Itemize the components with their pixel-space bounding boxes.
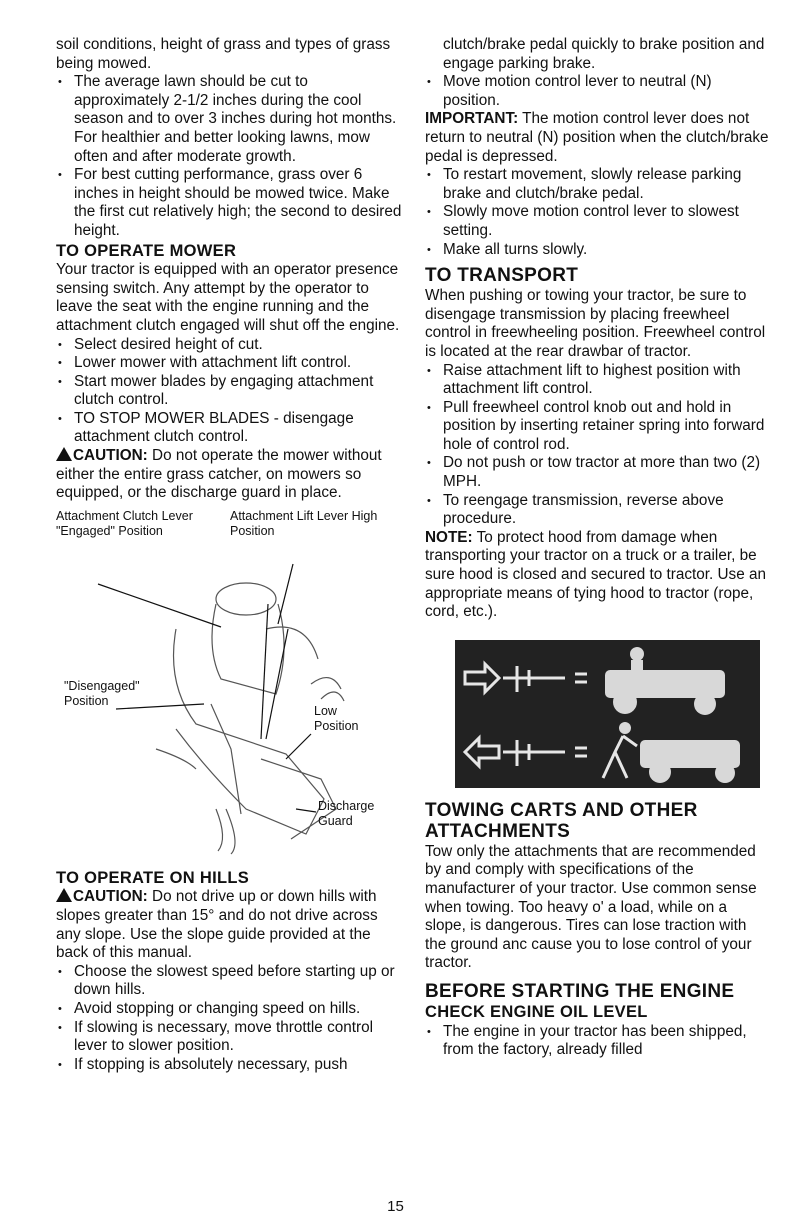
heading-operate-hills: TO OPERATE ON HILLS	[56, 868, 250, 887]
step-slow-motion: • Slowly move motion control lever to slowest setting.	[425, 203, 771, 240]
step-start-blades: • Start mower blades by engaging attachment clutch control.	[56, 373, 406, 410]
bullet-lawn-height: • The average lawn should be cut to approximately 2-1/2 inches during the cool season and to over 3 inches during hot months. For healthier and better looking lawns, mow often and after moderate growth.	[56, 73, 406, 166]
note-label: NOTE:	[425, 528, 473, 546]
label-low-position: Low Position	[314, 703, 359, 733]
transport-note	[425, 529, 771, 622]
warning-triangle-icon	[56, 888, 72, 902]
caution-label: CAUTION:	[73, 447, 148, 465]
operate-paragraph: Your tractor is equipped with an operator presence sensing switch. Any attempt by the operator to leave the seat with the engine running and the attachment clutch engaged will shut off the engine.	[56, 261, 400, 334]
transport-paragraph: When pushing or towing your tractor, be sure to disengage transmission by placing freewheel control in freewheeling position. Freewheel control is located at the rear drawbar of tractor.	[425, 287, 766, 360]
transport-step-speed: • Do not push or tow tractor at more than two (2) MPH.	[425, 454, 771, 491]
intro-text: soil conditions, height of grass and types of grass being mowed.	[56, 36, 391, 72]
heading-before-starting: BEFORE STARTING THE ENGINE	[425, 980, 735, 1002]
oil-step: • The engine in your tractor has been shipped, from the factory, already filled	[425, 1023, 771, 1060]
label-discharge-guard: Discharge Guard	[318, 798, 375, 828]
caution-text: Do not drive up or down hills with slopes greater than 15° and do not drive across any slope. Use the slope guide provided at the back of this manual.	[56, 888, 378, 962]
important-text: The motion control lever does not return to neutral (N) position when the clutch/brake pedal is depressed.	[425, 110, 769, 165]
label-attachment-lift: Attachment Lift Lever High Position	[230, 508, 378, 538]
label-disengaged-position: "Disengaged" Position	[64, 678, 140, 708]
bullet-best-cutting: • For best cutting performance, grass over 6 inches in height should be mowed twice. Make the first cut relatively high; the second to desired height.	[56, 166, 406, 240]
transport-step-reengage: • To reengage transmission, reverse above procedure.	[425, 492, 771, 529]
continued-text: clutch/brake pedal quickly to brake position and engage parking brake.	[443, 36, 765, 72]
left-column	[56, 36, 406, 1074]
transport-step-freewheel: • Pull freewheel control knob out and hold in position by inserting retainer spring into forward hole of control rod.	[425, 399, 771, 455]
note-text: To protect hood from damage when transporting your tractor on a truck or a trailer, be sure hood is closed and secured to tractor. Use an appropriate means of tying hood to tractor (rope, cord, etc.).	[425, 528, 766, 621]
caution-hills	[56, 888, 406, 962]
hill-step-throttle: • If slowing is necessary, move throttle control lever to slower position.	[56, 1019, 406, 1056]
heading-transport: TO TRANSPORT	[425, 265, 579, 287]
heading-operate-mower: TO OPERATE MOWER	[56, 241, 237, 260]
hill-step-avoid-stopping: • Avoid stopping or changing speed on hills.	[56, 1000, 406, 1019]
freewheel-illustration	[455, 640, 760, 788]
bullet-neutral: • Move motion control lever to neutral (N) position.	[425, 73, 771, 110]
caution-mower	[56, 447, 406, 503]
step-restart: • To restart movement, slowly release parking brake and clutch/brake pedal.	[425, 166, 771, 203]
caution-label: CAUTION:	[73, 888, 148, 906]
heading-check-oil: CHECK ENGINE OIL LEVEL	[425, 1002, 648, 1021]
transport-step-raise: • Raise attachment lift to highest position with attachment lift control.	[425, 362, 771, 399]
freewheel-diagram-icon	[455, 640, 760, 788]
right-column	[425, 36, 771, 1060]
warning-triangle-icon	[56, 447, 72, 461]
page-number: 15	[387, 1198, 404, 1215]
hill-step-slowest-speed: • Choose the slowest speed before starting up or down hills.	[56, 963, 406, 1000]
caution-text: Do not operate the mower without either the entire grass catcher, on mowers so equipped, or the discharge guard in place.	[56, 447, 382, 502]
step-turns: • Make all turns slowly.	[425, 241, 771, 260]
step-select-height: • Select desired height of cut.	[56, 336, 406, 355]
label-attachment-clutch: Attachment Clutch Lever "Engaged" Position	[56, 508, 193, 538]
step-lower-mower: • Lower mower with attachment lift control.	[56, 354, 406, 373]
mower-controls-figure	[56, 509, 406, 859]
important-note	[425, 110, 771, 166]
heading-towing: TOWING CARTS AND OTHER ATTACHMENTS	[425, 799, 698, 842]
hill-step-stopping: • If stopping is absolutely necessary, push	[56, 1056, 406, 1075]
important-label: IMPORTANT:	[425, 110, 519, 128]
towing-paragraph: Tow only the attachments that are recommended by and comply with specifications of the manufacturer of your tractor. Use common sense when towing. Too heavy o' a load, while on a slope, is dangerous. Tires can lose traction with the ground anc cause you to lose control of your tractor.	[425, 842, 757, 972]
step-stop-blades: • TO STOP MOWER BLADES - disengage attachment clutch control.	[56, 410, 406, 447]
